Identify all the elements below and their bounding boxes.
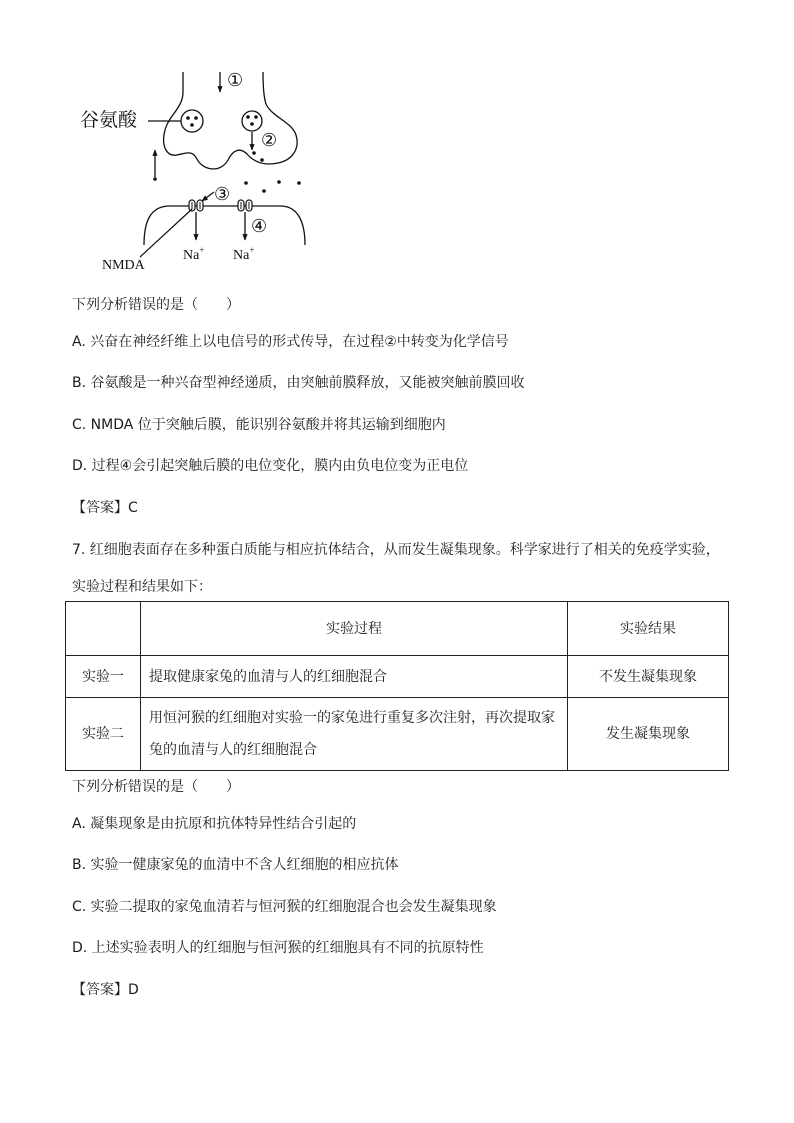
answer-tag: 【答案】 bbox=[72, 500, 128, 516]
sodium-ion-label bbox=[233, 245, 254, 263]
question-stem: 下列分析错误的是（ ） bbox=[72, 297, 240, 313]
nmda-label: NMDA bbox=[102, 258, 145, 273]
ion-base: Na bbox=[183, 248, 200, 263]
arrow-step-3 bbox=[202, 192, 214, 201]
table-row bbox=[66, 656, 729, 698]
ion-charge: + bbox=[249, 245, 255, 255]
transmitter-dot bbox=[277, 180, 281, 184]
question-stem: 下列分析错误的是（ ） bbox=[72, 779, 240, 795]
step-marker-4: ④ bbox=[251, 216, 268, 236]
synaptic-vesicle bbox=[242, 111, 262, 131]
table-header-cell bbox=[66, 602, 141, 656]
option-c: C. NMDA 位于突触后膜，能识别谷氨酸并将其运输到细胞内 bbox=[72, 417, 446, 433]
synaptic-vesicle bbox=[181, 110, 203, 132]
transmitter-dot bbox=[244, 181, 248, 185]
postsynaptic-membrane bbox=[144, 206, 305, 245]
answer-tag: 【答案】 bbox=[72, 982, 128, 998]
answer-line bbox=[72, 982, 139, 998]
table-cell: 提取健康家兔的血清与人的红细胞混合 bbox=[141, 656, 568, 698]
table-cell: 发生凝集现象 bbox=[568, 698, 729, 771]
option-d: D. 过程④会引起突触后膜的电位变化，膜内由负电位变为正电位 bbox=[72, 458, 469, 474]
option-b: B. 谷氨酸是一种兴奋型神经递质，由突触前膜释放，又能被突触前膜回收 bbox=[72, 375, 525, 391]
step-marker-3: ③ bbox=[214, 184, 231, 204]
question-intro-line: 实验过程和结果如下： bbox=[72, 579, 212, 595]
step-marker-1: ① bbox=[227, 70, 244, 90]
table-row bbox=[66, 698, 729, 771]
answer-value: C bbox=[128, 500, 138, 516]
option-d: D. 上述实验表明人的红细胞与恒河猴的红细胞具有不同的抗原特性 bbox=[72, 940, 484, 956]
question-intro-line: 7. 红细胞表面存在多种蛋白质能与相应抗体结合，从而发生凝集现象。科学家进行了相关的免疫学实验， bbox=[72, 542, 720, 558]
synapse-diagram bbox=[70, 60, 320, 282]
ion-base: Na bbox=[233, 248, 250, 263]
table-cell: 用恒河猴的红细胞对实验一的家兔进行重复多次注射，再次提取家兔的血清与人的红细胞混合 bbox=[141, 698, 568, 771]
transmitter-dot bbox=[260, 158, 264, 162]
table-cell: 实验一 bbox=[66, 656, 141, 698]
ion-charge: + bbox=[199, 245, 205, 255]
table-cell: 实验二 bbox=[66, 698, 141, 771]
answer-value: D bbox=[128, 982, 139, 998]
transmitter-dot bbox=[252, 151, 256, 155]
transmitter-dot bbox=[153, 177, 157, 181]
answer-line bbox=[72, 500, 138, 516]
table-header-cell: 实验过程 bbox=[141, 602, 568, 656]
table-cell: 不发生凝集现象 bbox=[568, 656, 729, 698]
option-c: C. 实验二提取的家兔血清若与恒河猴的红细胞混合也会发生凝集现象 bbox=[72, 899, 497, 915]
step-marker-2: ② bbox=[261, 130, 278, 150]
option-a: A. 兴奋在神经纤维上以电信号的形式传导，在过程②中转变为化学信号 bbox=[72, 334, 509, 350]
transmitter-dot bbox=[262, 189, 266, 193]
table-header-cell: 实验结果 bbox=[568, 602, 729, 656]
experiment-table bbox=[65, 601, 729, 771]
option-a: A. 凝集现象是由抗原和抗体特异性结合引起的 bbox=[72, 816, 357, 832]
table-header-row bbox=[66, 602, 729, 656]
sodium-ion-label bbox=[183, 245, 204, 263]
transmitter-dot bbox=[297, 181, 301, 185]
option-b: B. 实验一健康家兔的血清中不含人红细胞的相应抗体 bbox=[72, 857, 399, 873]
glutamate-label: 谷氨酸 bbox=[80, 110, 138, 131]
